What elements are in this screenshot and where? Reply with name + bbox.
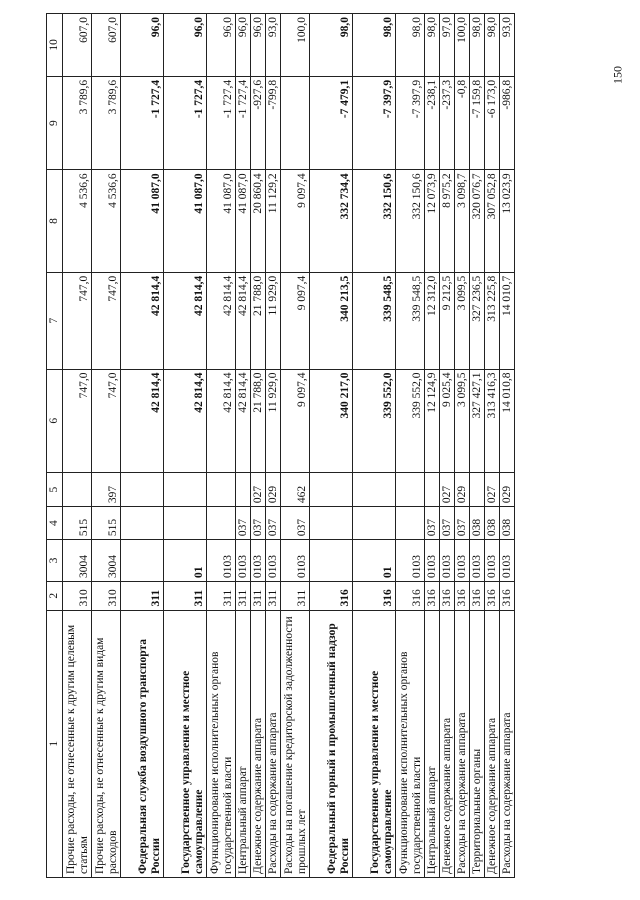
table-cell-col-6: 747,0 (92, 369, 121, 472)
column-header: 8 (47, 170, 63, 272)
column-header: 4 (47, 507, 63, 540)
table-row (470, 14, 485, 878)
table-cell-col-2: 311 (251, 581, 266, 610)
column-header: 5 (47, 473, 63, 507)
table-cell-col-9: -986,8 (500, 76, 515, 170)
table-cell-col-9: -927,6 (251, 76, 266, 170)
row-label-cell: Территориальные органы (470, 610, 485, 877)
table-cell-col-7: 42 814,4 (207, 272, 236, 369)
table-row (425, 14, 440, 878)
table-cell-col-3: 3004 (92, 540, 121, 582)
table-cell-col-6: 12 124,9 (425, 369, 440, 472)
budget-table (46, 13, 515, 878)
table-row (121, 14, 164, 878)
table-cell-col-8: 4 536,6 (63, 170, 92, 272)
table-cell-col-2: 316 (440, 581, 455, 610)
row-label-cell: Федеральный горный и промышленный надзор России (310, 610, 353, 877)
page-number: 150 (610, 66, 625, 84)
table-cell-col-9: -7 159,8 (470, 76, 485, 170)
table-cell-col-4: 037 (455, 507, 470, 540)
table-cell-col-7: 12 312,0 (425, 272, 440, 369)
table-cell-col-5 (353, 473, 396, 507)
table-cell-col-2: 310 (63, 581, 92, 610)
table-cell-col-8: 9 097,4 (281, 170, 310, 272)
table-cell-col-7: 9 212,5 (440, 272, 455, 369)
table-cell-col-7: 339 548,5 (396, 272, 425, 369)
table-cell-col-3: 0103 (207, 540, 236, 582)
table-cell-col-8: 307 052,8 (485, 170, 500, 272)
table-cell-col-5 (207, 473, 236, 507)
table-cell-col-9: -6 173,0 (485, 76, 500, 170)
table-cell-col-8: 332 150,6 (396, 170, 425, 272)
table-cell-col-2: 311 (281, 581, 310, 610)
table-cell-col-7: 42 814,4 (236, 272, 251, 369)
table-cell-col-3: 0103 (251, 540, 266, 582)
table-cell-col-6: 339 552,0 (353, 369, 396, 472)
table-cell-col-2: 316 (455, 581, 470, 610)
table-cell-col-6: 42 814,4 (236, 369, 251, 472)
table-cell-col-4 (310, 507, 353, 540)
table-cell-col-5 (121, 473, 164, 507)
table-cell-col-5 (396, 473, 425, 507)
table-cell-col-8: 332 150,6 (353, 170, 396, 272)
table-cell-col-2: 311 (266, 581, 281, 610)
table-cell-col-3: 0103 (455, 540, 470, 582)
column-header: 9 (47, 76, 63, 170)
table-cell-col-6: 42 814,4 (207, 369, 236, 472)
column-header: 3 (47, 540, 63, 582)
table-cell-col-6: 21 788,0 (251, 369, 266, 472)
table-cell-col-4 (207, 507, 236, 540)
table-cell-col-4: 038 (485, 507, 500, 540)
row-label-cell: Расходы на погашение кредиторской задолженности прошлых лет (281, 610, 310, 877)
table-cell-col-3: 0103 (440, 540, 455, 582)
table-cell-col-8: 320 076,7 (470, 170, 485, 272)
table-cell-col-8: 41 087,0 (121, 170, 164, 272)
table-cell-col-8: 332 734,4 (310, 170, 353, 272)
table-cell-col-5: 029 (266, 473, 281, 507)
table-cell-col-4 (164, 507, 207, 540)
rotated-page (46, 13, 581, 878)
table-cell-col-4: 037 (440, 507, 455, 540)
row-label-cell: Центральный аппарат (236, 610, 251, 877)
table-cell-col-8: 4 536,6 (92, 170, 121, 272)
table-cell-col-2: 311 (164, 581, 207, 610)
table-cell-col-5: 027 (440, 473, 455, 507)
table-row (164, 14, 207, 878)
table-cell-col-7: 14 010,7 (500, 272, 515, 369)
table-cell-col-10: 607,0 (92, 14, 121, 77)
table-cell-col-8: 8 975,2 (440, 170, 455, 272)
table-cell-col-10: 607,0 (63, 14, 92, 77)
table-cell-col-2: 316 (353, 581, 396, 610)
table-cell-col-2: 316 (470, 581, 485, 610)
row-label-cell: Денежное содержание аппарата (251, 610, 266, 877)
table-cell-col-3: 0103 (236, 540, 251, 582)
column-header: 7 (47, 272, 63, 369)
table-cell-col-7: 3 099,5 (455, 272, 470, 369)
table-cell-col-3: 0103 (425, 540, 440, 582)
table-cell-col-6: 340 217,0 (310, 369, 353, 472)
table-cell-col-10: 98,0 (485, 14, 500, 77)
table-row (396, 14, 425, 878)
table-cell-col-9: -0,8 (455, 76, 470, 170)
table-row (207, 14, 236, 878)
table-cell-col-5: 027 (485, 473, 500, 507)
table-cell-col-10: 97,0 (440, 14, 455, 77)
row-label-cell: Прочие расходы, не отнесенные к другим видам расходов (92, 610, 121, 877)
row-label-cell: Расходы на содержание аппарата (500, 610, 515, 877)
header-row (47, 14, 63, 878)
table-cell-col-4: 038 (470, 507, 485, 540)
table-cell-col-10: 93,0 (266, 14, 281, 77)
table-cell-col-2: 311 (236, 581, 251, 610)
table-row (500, 14, 515, 878)
table-row (281, 14, 310, 878)
row-label-cell: Государственное управление и местное самоуправление (353, 610, 396, 877)
table-cell-col-6: 747,0 (63, 369, 92, 472)
table-cell-col-5 (470, 473, 485, 507)
table-cell-col-5: 397 (92, 473, 121, 507)
table-cell-col-10: 96,0 (121, 14, 164, 77)
table-cell-col-6: 327 427,1 (470, 369, 485, 472)
table-cell-col-3: 0103 (500, 540, 515, 582)
table-cell-col-9: -1 727,4 (121, 76, 164, 170)
table-cell-col-3: 01 (353, 540, 396, 582)
column-header: 10 (47, 14, 63, 77)
table-cell-col-4: 037 (266, 507, 281, 540)
table-cell-col-10: 96,0 (236, 14, 251, 77)
row-label-cell: Функционирование исполнительных органов государственной власти (396, 610, 425, 877)
table-cell-col-4 (396, 507, 425, 540)
table-cell-col-9: -238,1 (425, 76, 440, 170)
table-cell-col-6: 9 097,4 (281, 369, 310, 472)
table-cell-col-10: 96,0 (207, 14, 236, 77)
table-cell-col-7: 9 097,4 (281, 272, 310, 369)
table-cell-col-2: 316 (396, 581, 425, 610)
row-label-cell: Государственное управление и местное самоуправление (164, 610, 207, 877)
row-label-cell: Федеральная служба воздушного транспорта России (121, 610, 164, 877)
table-row (353, 14, 396, 878)
table-cell-col-8: 41 087,0 (164, 170, 207, 272)
table-cell-col-2: 316 (310, 581, 353, 610)
table-cell-col-10: 96,0 (164, 14, 207, 77)
table-cell-col-10: 98,0 (310, 14, 353, 77)
table-cell-col-9: -7 397,9 (396, 76, 425, 170)
table-cell-col-9: -7 397,9 (353, 76, 396, 170)
table-cell-col-5 (164, 473, 207, 507)
table-row (63, 14, 92, 878)
table-cell-col-10: 93,0 (500, 14, 515, 77)
table-cell-col-4: 037 (425, 507, 440, 540)
table-cell-col-4: 038 (500, 507, 515, 540)
row-label-cell: Центральный аппарат (425, 610, 440, 877)
table-cell-col-8: 41 087,0 (207, 170, 236, 272)
table-cell-col-8: 3 098,7 (455, 170, 470, 272)
row-label-cell: Расходы на содержание аппарата (266, 610, 281, 877)
table-row (251, 14, 266, 878)
table-cell-col-4: 515 (63, 507, 92, 540)
table-cell-col-9: 3 789,6 (92, 76, 121, 170)
table-cell-col-7: 313 225,8 (485, 272, 500, 369)
table-cell-col-2: 311 (121, 581, 164, 610)
table-cell-col-3: 0103 (396, 540, 425, 582)
table-cell-col-3: 0103 (485, 540, 500, 582)
table-cell-col-7: 327 236,5 (470, 272, 485, 369)
table-cell-col-2: 316 (500, 581, 515, 610)
table-cell-col-9: -799,8 (266, 76, 281, 170)
table-cell-col-6: 42 814,4 (121, 369, 164, 472)
table-cell-col-7: 747,0 (63, 272, 92, 369)
table-cell-col-6: 313 416,3 (485, 369, 500, 472)
table-cell-col-4: 037 (281, 507, 310, 540)
table-cell-col-8: 11 129,2 (266, 170, 281, 272)
table-cell-col-5 (425, 473, 440, 507)
table-cell-col-7: 42 814,4 (121, 272, 164, 369)
table-cell-col-3 (310, 540, 353, 582)
table-cell-col-2: 311 (207, 581, 236, 610)
table-cell-col-3: 0103 (266, 540, 281, 582)
table-row (440, 14, 455, 878)
table-cell-col-10: 98,0 (353, 14, 396, 77)
table-cell-col-5: 462 (281, 473, 310, 507)
table-cell-col-7: 339 548,5 (353, 272, 396, 369)
table-row (455, 14, 470, 878)
table-row (266, 14, 281, 878)
table-cell-col-9: -7 479,1 (310, 76, 353, 170)
table-cell-col-3: 3004 (63, 540, 92, 582)
table-cell-col-9: 3 789,6 (63, 76, 92, 170)
table-cell-col-2: 316 (425, 581, 440, 610)
column-header: 1 (47, 610, 63, 877)
row-label-cell: Прочие расходы, не отнесенные к другим целевым статьям (63, 610, 92, 877)
table-cell-col-7: 747,0 (92, 272, 121, 369)
table-cell-col-6: 42 814,4 (164, 369, 207, 472)
row-label-cell: Расходы на содержание аппарата (455, 610, 470, 877)
table-cell-col-5: 029 (455, 473, 470, 507)
row-label-cell: Денежное содержание аппарата (440, 610, 455, 877)
table-cell-col-7: 340 213,5 (310, 272, 353, 369)
table-cell-col-10: 100,0 (455, 14, 470, 77)
table-row (92, 14, 121, 878)
row-label-cell: Функционирование исполнительных органов государственной власти (207, 610, 236, 877)
table-cell-col-10: 98,0 (470, 14, 485, 77)
table-cell-col-3: 0103 (281, 540, 310, 582)
table-cell-col-3 (121, 540, 164, 582)
table-row (310, 14, 353, 878)
table-cell-col-5 (63, 473, 92, 507)
table-cell-col-8: 41 087,0 (236, 170, 251, 272)
table-cell-col-8: 13 023,9 (500, 170, 515, 272)
table-row (236, 14, 251, 878)
table-cell-col-9: -1 727,4 (164, 76, 207, 170)
table-cell-col-4 (353, 507, 396, 540)
table-cell-col-2: 316 (485, 581, 500, 610)
column-header: 6 (47, 369, 63, 472)
table-cell-col-10: 100,0 (281, 14, 310, 77)
table-cell-col-5 (236, 473, 251, 507)
table-cell-col-4: 037 (251, 507, 266, 540)
table-body (47, 14, 515, 878)
table-cell-col-9 (281, 76, 310, 170)
table-cell-col-4: 037 (236, 507, 251, 540)
table-cell-col-9: -237,3 (440, 76, 455, 170)
table-cell-col-5: 029 (500, 473, 515, 507)
table-cell-col-6: 11 929,0 (266, 369, 281, 472)
table-cell-col-6: 9 025,4 (440, 369, 455, 472)
column-header: 2 (47, 581, 63, 610)
table-cell-col-4: 515 (92, 507, 121, 540)
table-cell-col-10: 96,0 (251, 14, 266, 77)
table-cell-col-9: -1 727,4 (207, 76, 236, 170)
table-cell-col-5: 027 (251, 473, 266, 507)
table-cell-col-6: 339 552,0 (396, 369, 425, 472)
table-cell-col-4 (121, 507, 164, 540)
table-row (485, 14, 500, 878)
table-cell-col-10: 98,0 (396, 14, 425, 77)
table-cell-col-5 (310, 473, 353, 507)
table-cell-col-6: 14 010,8 (500, 369, 515, 472)
table-cell-col-6: 3 099,5 (455, 369, 470, 472)
table-cell-col-2: 310 (92, 581, 121, 610)
table-cell-col-8: 20 860,4 (251, 170, 266, 272)
table-cell-col-7: 21 788,0 (251, 272, 266, 369)
table-cell-col-7: 42 814,4 (164, 272, 207, 369)
table-cell-col-10: 98,0 (425, 14, 440, 77)
table-cell-col-8: 12 073,9 (425, 170, 440, 272)
table-cell-col-7: 11 929,0 (266, 272, 281, 369)
row-label-cell: Денежное содержание аппарата (485, 610, 500, 877)
table-cell-col-3: 0103 (470, 540, 485, 582)
table-cell-col-9: -1 727,4 (236, 76, 251, 170)
table-cell-col-3: 01 (164, 540, 207, 582)
